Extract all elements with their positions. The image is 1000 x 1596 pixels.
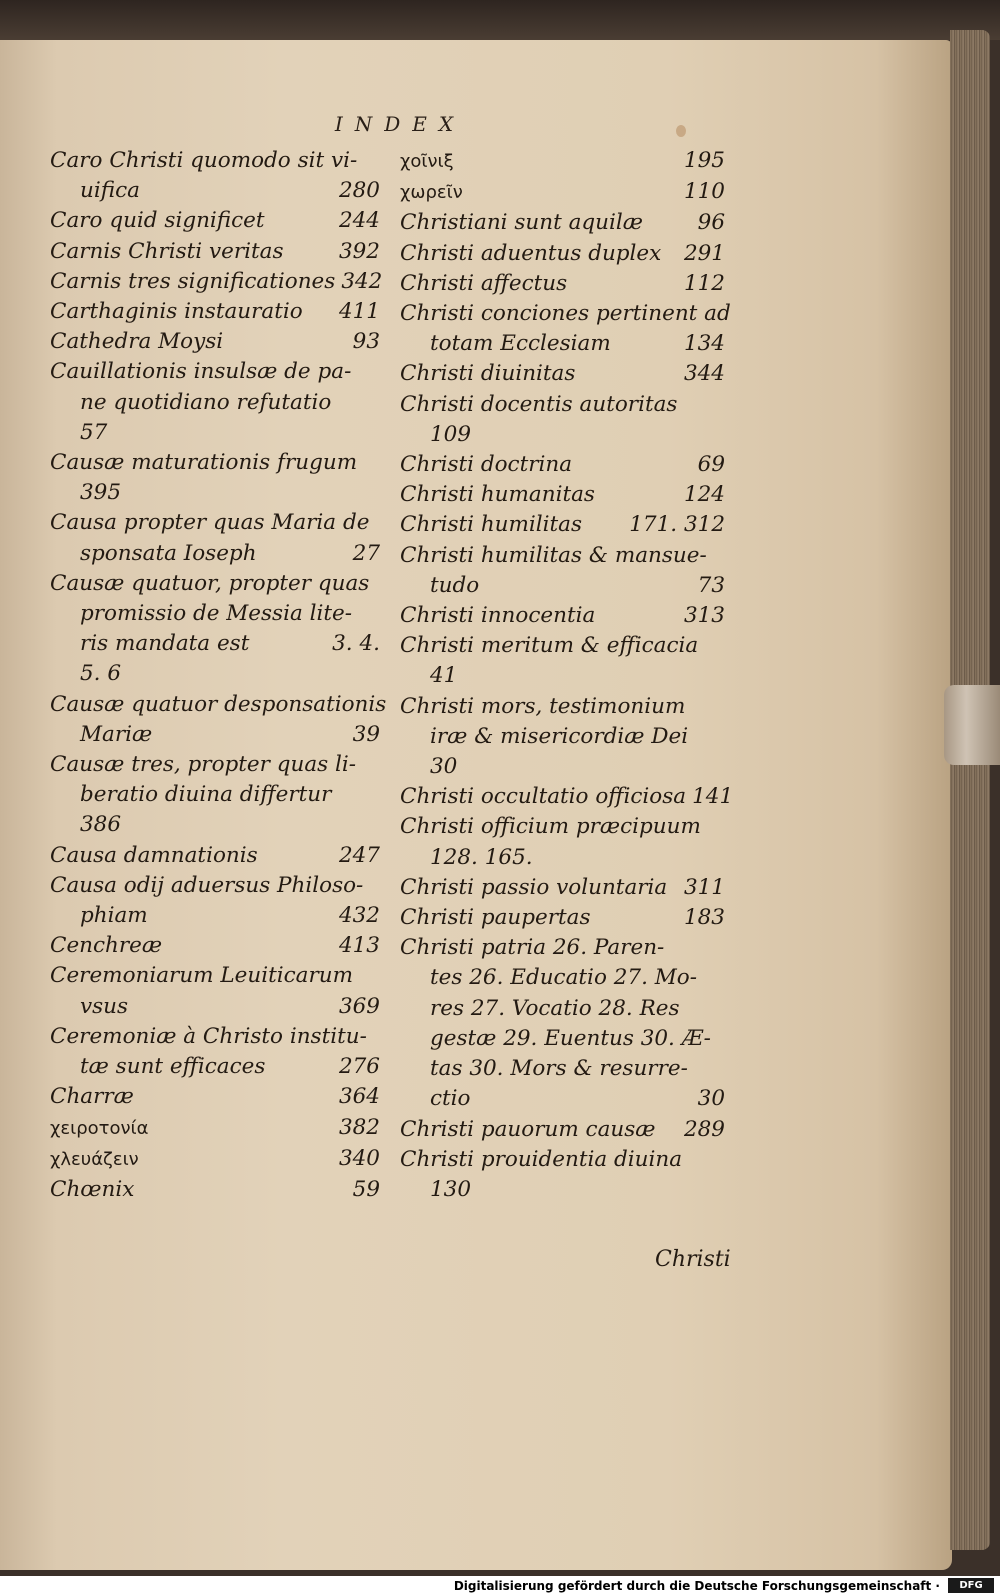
page-reference: 392 bbox=[338, 238, 380, 264]
index-entry bbox=[50, 1022, 380, 1052]
index-term: Christi occultatio officiosa bbox=[400, 784, 687, 810]
page-reference: 289 bbox=[683, 1116, 725, 1142]
index-term: uifica bbox=[80, 178, 140, 204]
index-term: gestæ 29. Euentus 30. Æ- bbox=[430, 1025, 711, 1051]
index-term: Ceremoniæ à Christo institu- bbox=[50, 1023, 367, 1049]
digitization-footer bbox=[0, 1576, 1000, 1596]
index-term: Causæ tres, propter quas li- bbox=[50, 752, 357, 778]
index-entry bbox=[50, 448, 380, 478]
index-term: χλευάζειν bbox=[50, 1148, 139, 1170]
index-term: Causæ quatuor desponsationis bbox=[50, 691, 387, 717]
index-term: 395 bbox=[80, 480, 122, 506]
footer-credit-text: Digitalisierung gefördert durch die Deutsche Forschungsgemeinschaft · bbox=[453, 1579, 940, 1593]
page-reference: 247 bbox=[338, 842, 380, 868]
index-term: tas 30. Mors & resurre- bbox=[430, 1056, 688, 1082]
index-term: Carthaginis instauratio bbox=[50, 299, 303, 325]
index-term: Christi officium præcipuum bbox=[400, 814, 701, 840]
index-entry bbox=[400, 571, 725, 601]
index-entry bbox=[400, 510, 725, 540]
index-term: Christi conciones pertinent ad bbox=[400, 301, 731, 327]
index-term: phiam bbox=[80, 903, 148, 929]
index-term: 30 bbox=[430, 754, 458, 780]
index-term: χοῖνιξ bbox=[400, 151, 454, 172]
index-term: Christi humilitas & mansue- bbox=[400, 542, 707, 568]
index-term: Causæ quatuor, propter quas bbox=[50, 570, 370, 596]
index-term: tæ sunt efficaces bbox=[80, 1054, 266, 1080]
index-entry bbox=[50, 629, 380, 659]
page-reference: 311 bbox=[683, 874, 725, 900]
page-reference: 195 bbox=[683, 148, 725, 173]
index-term: Christi aduentus duplex bbox=[400, 240, 662, 266]
index-term: Christi diuinitas bbox=[400, 361, 576, 387]
page-reference: 183 bbox=[683, 905, 725, 931]
index-entry bbox=[50, 176, 380, 206]
index-term: Christi meritum & efficacia bbox=[400, 633, 699, 659]
index-entry bbox=[50, 478, 380, 508]
index-entry bbox=[400, 631, 725, 661]
index-term: tudo bbox=[430, 572, 480, 598]
running-head: INDEX bbox=[334, 112, 466, 136]
index-entry bbox=[400, 933, 725, 963]
index-term: Christi docentis autoritas bbox=[400, 391, 678, 417]
index-entry bbox=[50, 418, 380, 448]
index-term: sponsata Ioseph bbox=[80, 540, 257, 566]
index-entry bbox=[400, 1054, 725, 1084]
index-entry bbox=[400, 661, 725, 691]
page-reference: 27 bbox=[352, 540, 380, 566]
page-reference: 96 bbox=[697, 210, 725, 236]
index-entry bbox=[400, 480, 725, 510]
index-entry bbox=[400, 752, 725, 782]
index-entry bbox=[50, 871, 380, 901]
index-entry bbox=[400, 208, 725, 238]
page-reference: 73 bbox=[697, 572, 725, 598]
index-term: tes 26. Educatio 27. Mo- bbox=[430, 965, 697, 991]
index-entry bbox=[400, 903, 725, 933]
scan-background-top bbox=[0, 0, 1000, 40]
index-term: 386 bbox=[80, 812, 122, 838]
index-entry bbox=[400, 1084, 725, 1114]
index-entry bbox=[50, 780, 380, 810]
page-reference: 342 bbox=[341, 268, 383, 294]
page-reference: 369 bbox=[338, 993, 380, 1019]
index-entry bbox=[50, 690, 387, 720]
page-reference: 411 bbox=[338, 299, 380, 325]
index-entry bbox=[50, 720, 380, 750]
index-entry bbox=[50, 810, 380, 840]
index-entry bbox=[400, 177, 725, 208]
index-entry bbox=[50, 539, 380, 569]
index-entry bbox=[400, 269, 725, 299]
dfg-logo: DFG bbox=[948, 1578, 994, 1593]
index-column-left bbox=[50, 146, 387, 1205]
index-entry bbox=[400, 843, 725, 873]
index-term: 109 bbox=[430, 421, 472, 447]
index-entry bbox=[400, 601, 725, 631]
paper-stain bbox=[676, 125, 686, 137]
index-term: 5. 6 bbox=[80, 661, 122, 687]
index-entry bbox=[400, 239, 725, 269]
index-entry bbox=[400, 541, 725, 571]
page-reference: 313 bbox=[683, 603, 725, 629]
index-term: χωρεῖν bbox=[400, 182, 463, 204]
index-term: Christi affectus bbox=[400, 270, 568, 296]
index-entry bbox=[50, 901, 380, 931]
index-entry bbox=[400, 1024, 725, 1054]
index-entry bbox=[400, 812, 725, 842]
index-term: ris mandata est bbox=[80, 631, 250, 657]
index-term: Christi doctrina bbox=[400, 452, 573, 478]
index-entry bbox=[400, 873, 725, 903]
index-entry bbox=[400, 359, 725, 389]
index-term: Cenchreæ bbox=[50, 933, 163, 959]
index-entry bbox=[400, 299, 731, 329]
index-term: Charræ bbox=[50, 1084, 134, 1110]
index-entry bbox=[50, 327, 380, 357]
page-reference: 93 bbox=[352, 329, 380, 355]
index-entry bbox=[400, 994, 725, 1024]
index-term: totam Ecclesiam bbox=[430, 331, 611, 357]
index-entry bbox=[400, 146, 725, 177]
index-entry bbox=[50, 297, 380, 327]
index-entry bbox=[400, 450, 725, 480]
page-reference: 3. 4. bbox=[332, 631, 380, 657]
index-term: Christi humilitas bbox=[400, 512, 583, 538]
index-term: res 27. Vocatio 28. Res bbox=[430, 995, 680, 1021]
index-entry bbox=[400, 963, 725, 993]
index-term: beratio diuina differtur bbox=[80, 782, 332, 808]
index-entry bbox=[50, 599, 380, 629]
catchword: Christi bbox=[655, 1247, 731, 1272]
index-term: promissio de Messia lite- bbox=[80, 601, 353, 627]
index-term: iræ & misericordiæ Dei bbox=[430, 723, 689, 749]
index-term: Christi paupertas bbox=[400, 905, 591, 931]
index-entry bbox=[50, 1113, 380, 1144]
index-entry bbox=[50, 1052, 380, 1082]
index-term: Carnis Christi veritas bbox=[50, 238, 284, 264]
index-term: 41 bbox=[430, 663, 458, 689]
index-term: vsus bbox=[80, 993, 129, 1019]
index-term: Christiani sunt aquilæ bbox=[400, 210, 643, 236]
index-entry bbox=[50, 841, 380, 871]
index-entry bbox=[50, 1144, 380, 1175]
page-reference: 141 bbox=[692, 784, 734, 810]
index-term: Ceremoniarum Leuiticarum bbox=[50, 963, 354, 989]
index-entry bbox=[50, 931, 380, 961]
page-edges bbox=[950, 30, 990, 1550]
page-reference: 69 bbox=[697, 452, 725, 478]
index-entry bbox=[50, 146, 380, 176]
index-term: Causa damnationis bbox=[50, 842, 258, 868]
index-entry bbox=[50, 237, 380, 267]
index-column-right bbox=[400, 146, 734, 1205]
index-entry bbox=[50, 357, 380, 387]
page-reference: 413 bbox=[338, 933, 380, 959]
index-term: Christi pauorum causæ bbox=[400, 1116, 656, 1142]
index-term: 130 bbox=[430, 1176, 472, 1202]
page-reference: 364 bbox=[338, 1084, 380, 1110]
index-entry bbox=[50, 388, 380, 418]
page-reference: 171. 312 bbox=[629, 512, 725, 538]
index-term: ne quotidiano refutatio bbox=[80, 389, 332, 415]
page-reference: 110 bbox=[683, 179, 725, 205]
index-term: ctio bbox=[430, 1086, 471, 1112]
index-entry bbox=[400, 692, 725, 722]
index-entry bbox=[400, 722, 725, 752]
page-reference: 112 bbox=[683, 270, 725, 296]
index-term: χειροτονία bbox=[50, 1117, 149, 1139]
page-clip-tab bbox=[944, 685, 1000, 765]
index-term: Causa odij aduersus Philoso- bbox=[50, 872, 364, 898]
index-entry bbox=[50, 659, 380, 689]
index-term: Mariæ bbox=[80, 721, 153, 747]
index-term: Caro quid significet bbox=[50, 208, 265, 234]
index-entry bbox=[50, 206, 380, 236]
page-reference: 39 bbox=[352, 721, 380, 747]
page-reference: 382 bbox=[338, 1114, 380, 1140]
index-term: Causa propter quas Maria de bbox=[50, 510, 370, 536]
index-entry bbox=[400, 1175, 725, 1205]
index-term: Christi prouidentia diuina bbox=[400, 1146, 683, 1172]
index-entry bbox=[50, 569, 380, 599]
index-entry bbox=[400, 782, 734, 812]
page-reference: 124 bbox=[683, 482, 725, 508]
page-reference: 280 bbox=[338, 178, 380, 204]
index-entry bbox=[400, 420, 725, 450]
index-term: Carnis tres significationes bbox=[50, 268, 336, 294]
index-term: Causæ maturationis frugum bbox=[50, 450, 358, 476]
index-entry bbox=[400, 1145, 725, 1175]
index-term: Chœnix bbox=[50, 1176, 135, 1202]
index-term: Christi passio voluntaria bbox=[400, 874, 668, 900]
page-reference: 340 bbox=[338, 1145, 380, 1171]
page-reference: 134 bbox=[683, 331, 725, 357]
index-entry bbox=[50, 961, 380, 991]
index-term: Christi mors, testimonium bbox=[400, 693, 686, 719]
index-entry bbox=[50, 508, 380, 538]
index-term: 128. 165. bbox=[430, 844, 533, 870]
index-term: 57 bbox=[80, 419, 108, 445]
index-term: Cathedra Moysi bbox=[50, 329, 224, 355]
index-entry bbox=[50, 267, 383, 297]
index-entry bbox=[400, 329, 725, 359]
index-term: Christi humanitas bbox=[400, 482, 595, 508]
index-entry bbox=[50, 992, 380, 1022]
page-reference: 432 bbox=[338, 903, 380, 929]
index-term: Cauillationis insulsæ de pa- bbox=[50, 359, 352, 385]
page-reference: 276 bbox=[338, 1054, 380, 1080]
index-term: Caro Christi quomodo sit vi- bbox=[50, 148, 358, 173]
index-term: Christi patria 26. Paren- bbox=[400, 935, 665, 961]
page-reference: 59 bbox=[352, 1176, 380, 1202]
index-entry bbox=[50, 750, 380, 780]
index-term: Christi innocentia bbox=[400, 603, 596, 629]
index-entry bbox=[400, 1115, 725, 1145]
page-reference: 244 bbox=[338, 208, 380, 234]
page-reference: 291 bbox=[683, 240, 725, 266]
index-entry bbox=[50, 1082, 380, 1112]
index-entry bbox=[50, 1175, 380, 1205]
page-reference: 344 bbox=[683, 361, 725, 387]
page-reference: 30 bbox=[697, 1086, 725, 1112]
index-entry bbox=[400, 390, 725, 420]
